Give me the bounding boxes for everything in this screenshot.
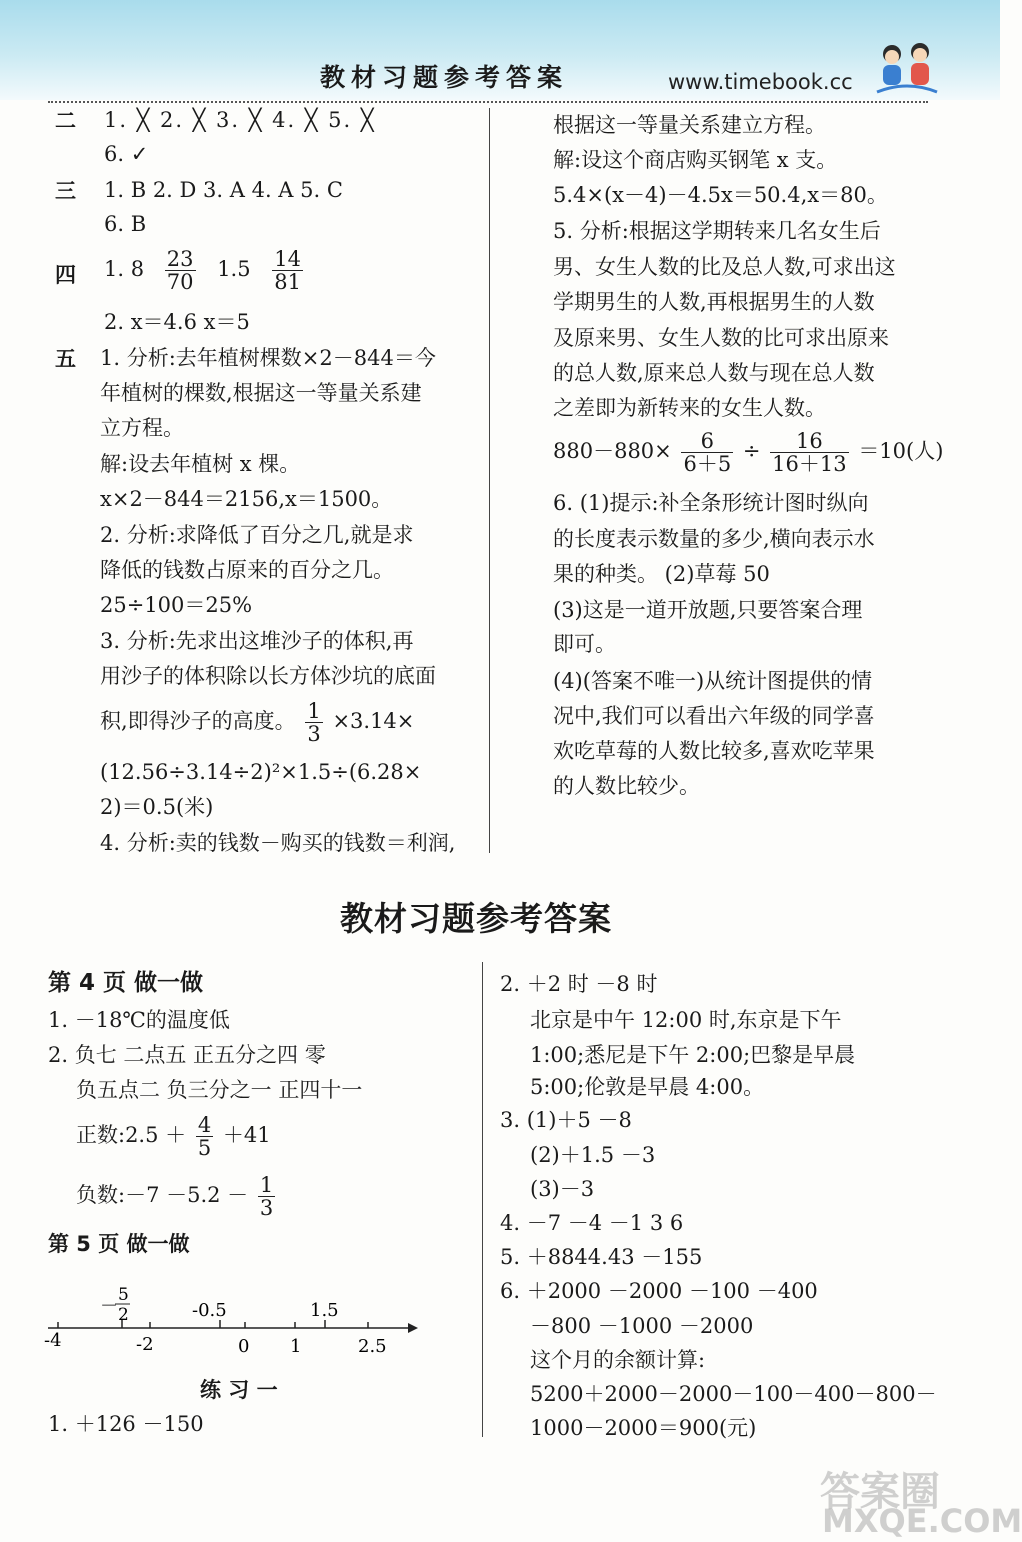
top-column-divider [489,108,490,853]
section-label-er: 二 [55,108,76,133]
answer-row: 6. B [104,212,147,236]
page-5-heading: 第 5 页 做一做 [48,1232,190,1256]
answer-text: 1.5 [217,257,251,282]
answer-line: 学期男生的人数,再根据男生的人数 [553,290,875,314]
answer-line: 2. 负七 二点五 正五分之四 零 [48,1043,326,1067]
answer-line: 5.4×(x－4)－4.5x＝50.4,x＝80。 [553,183,888,207]
numerator: 14 [274,247,302,271]
bottom-column-divider [482,962,483,1437]
answer-line: 2. 分析:求降低了百分之几,就是求 [100,523,414,547]
answer-line: 年植树的棵数,根据这一等量关系建 [100,381,422,405]
answer-line: 这个月的余额计算: [530,1348,706,1372]
answer-line: 5200＋2000－2000－100－400－800－ [530,1382,937,1406]
numerator: 6 [681,430,733,453]
answer-line: 欢吃草莓的人数比较多,喜欢吃苹果 [553,739,875,763]
answer-line: 1. －18℃的温度低 [48,1008,230,1032]
positive-numbers-line [76,1114,271,1159]
answer-line: 及原来男、女生人数的比可求出原来 [553,326,889,350]
answer-line: 2. ＋2 时 －8 时 [500,972,658,996]
denominator: 5 [197,1136,212,1161]
answer-line: 25÷100＝25% [100,593,253,617]
answer-text: ＋41 [222,1123,271,1148]
tick-label: 1 [290,1336,302,1357]
equation-text: 880－880× [553,439,672,464]
answer-text: 1. 8 [104,257,145,282]
denominator: 6＋5 [683,452,732,477]
fraction [165,248,196,293]
answer-row: 2. x＝4.6 x＝5 [104,310,250,334]
tick-label: -2 [136,1334,154,1355]
section-label-san: 三 [55,178,76,203]
answer-line: 4. －7 －4 －1 3 6 [500,1211,684,1235]
answer-line: 3. (1)＋5 －8 [500,1108,632,1132]
answer-line-fraction [100,700,414,745]
numerator: 16 [770,430,848,453]
answer-text: 积,即得沙子的高度。 [100,709,296,734]
numerator: 23 [166,247,194,271]
answer-line: 之差即为新转来的女生人数。 [553,396,826,420]
answer-line: (12.56÷3.14÷2)²×1.5÷(6.28× [100,760,422,784]
header-title: 教材习题参考答案 [320,63,569,92]
answer-line: 果的种类。 (2)草莓 50 [553,562,770,586]
answer-text: 负数:－7 －5.2 － [76,1183,249,1208]
header-url: www.timebook.cc [668,70,853,94]
answer-line: 的长度表示数量的多少,横向表示水 [553,527,875,551]
tick-label: 2.5 [358,1336,387,1357]
section-label-si: 四 [55,262,76,287]
answer-line: (3)这是一道开放题,只要答案合理 [553,598,863,622]
equation-text: ＝10(人) [858,439,944,464]
equation-text: ÷ [742,439,761,464]
section-label-wu: 五 [55,346,76,371]
point-label: 1.5 [310,1300,339,1321]
answer-row: 6. ✓ [104,142,149,166]
fraction [305,700,322,745]
answer-row-fractions [104,248,306,293]
numerator: 1 [307,699,321,723]
answer-line: 解:设去年植树 x 棵。 [100,452,301,476]
denominator: 3 [307,722,321,747]
answer-text: 正数:2.5 ＋ [76,1123,187,1148]
number-line [40,1285,440,1365]
answer-row: 1. ╳ 2. ╳ 3. ╳ 4. ╳ 5. ╳ [104,108,376,132]
answer-line: 5. ＋8844.43 －155 [500,1245,703,1269]
arrow-head-icon [408,1323,418,1333]
exercise-heading: 练 习 一 [200,1378,278,1402]
answer-line: 1:00;悉尼是下午 2:00;巴黎是早晨 [530,1043,856,1067]
page-4-heading: 第 4 页 做一做 [48,970,204,996]
answer-line: 即可。 [553,632,616,656]
point-label-denominator: 2 [118,1305,129,1325]
answer-line: 根据这一等量关系建立方程。 [553,113,826,137]
answer-line: 4. 分析:卖的钱数－购买的钱数＝利润, [100,831,456,855]
answer-line: x×2－844＝2156,x＝1500。 [100,487,393,511]
denominator: 70 [166,270,194,295]
point-label-numerator: 5 [118,1285,129,1305]
answer-line: 5:00;伦敦是早晨 4:00。 [530,1075,765,1099]
numerator: 1 [259,1173,274,1197]
answer-line: 男、女生人数的比及总人数,可求出这 [553,255,896,279]
tick-label: 0 [238,1336,250,1357]
answer-line: 负五点二 负三分之一 正四十一 [76,1078,363,1102]
numerator: 4 [197,1113,212,1137]
answer-line: 的总人数,原来总人数与现在总人数 [553,361,875,385]
fraction [272,248,303,293]
point-label: -0.5 [192,1300,227,1321]
answer-line: 3. 分析:先求出这堆沙子的体积,再 [100,629,414,653]
children-illustration [872,40,942,100]
fraction [770,430,848,475]
point-label-sign: － [100,1296,118,1317]
fraction [681,430,733,475]
answer-line: 立方程。 [100,416,184,440]
answer-line: (2)＋1.5 －3 [530,1143,656,1167]
header-divider [48,101,928,103]
denominator: 16＋13 [772,452,847,477]
answer-line: 1. 分析:去年植树棵数×2－844＝今 [100,346,436,370]
answer-line: 解:设这个商店购买钢笔 x 支。 [553,148,838,172]
denominator: 81 [274,270,302,295]
watermark-logo: 答案圈 [820,1469,940,1515]
answer-line: (3)－3 [530,1177,595,1201]
denominator: 3 [259,1196,274,1221]
fraction [258,1174,275,1219]
answer-line: 5. 分析:根据这学期转来几名女生后 [553,219,881,243]
fraction [196,1114,213,1159]
watermark-url: MXQE.COM [822,1502,1022,1540]
equation-line [553,430,943,475]
answer-line: 2)＝0.5(米) [100,795,214,819]
answer-line: 况中,我们可以看出六年级的同学喜 [553,704,875,728]
answer-line: (4)(答案不唯一)从统计图提供的情 [553,669,873,693]
section-title: 教材习题参考答案 [340,899,612,938]
answer-line: 的人数比较少。 [553,774,700,798]
page-header-band [0,0,1000,100]
answer-line: 1. ＋126 －150 [48,1412,204,1436]
answer-line: 6. (1)提示:补全条形统计图时纵向 [553,491,869,515]
tick-label: -4 [44,1330,62,1351]
answer-row: 1. B 2. D 3. A 4. A 5. C [104,178,343,202]
answer-line: 6. ＋2000 －2000 －100 －400 [500,1279,818,1303]
negative-numbers-line [76,1174,278,1219]
answer-line: 降低的钱数占原来的百分之几。 [100,558,394,582]
answer-line: －800 －1000 －2000 [530,1314,754,1338]
answer-line: 1000－2000＝900(元) [530,1416,757,1440]
answer-line: 用沙子的体积除以长方体沙坑的底面 [100,664,436,688]
answer-text: ×3.14× [332,709,415,734]
answer-line: 北京是中午 12:00 时,东京是下午 [530,1008,842,1032]
